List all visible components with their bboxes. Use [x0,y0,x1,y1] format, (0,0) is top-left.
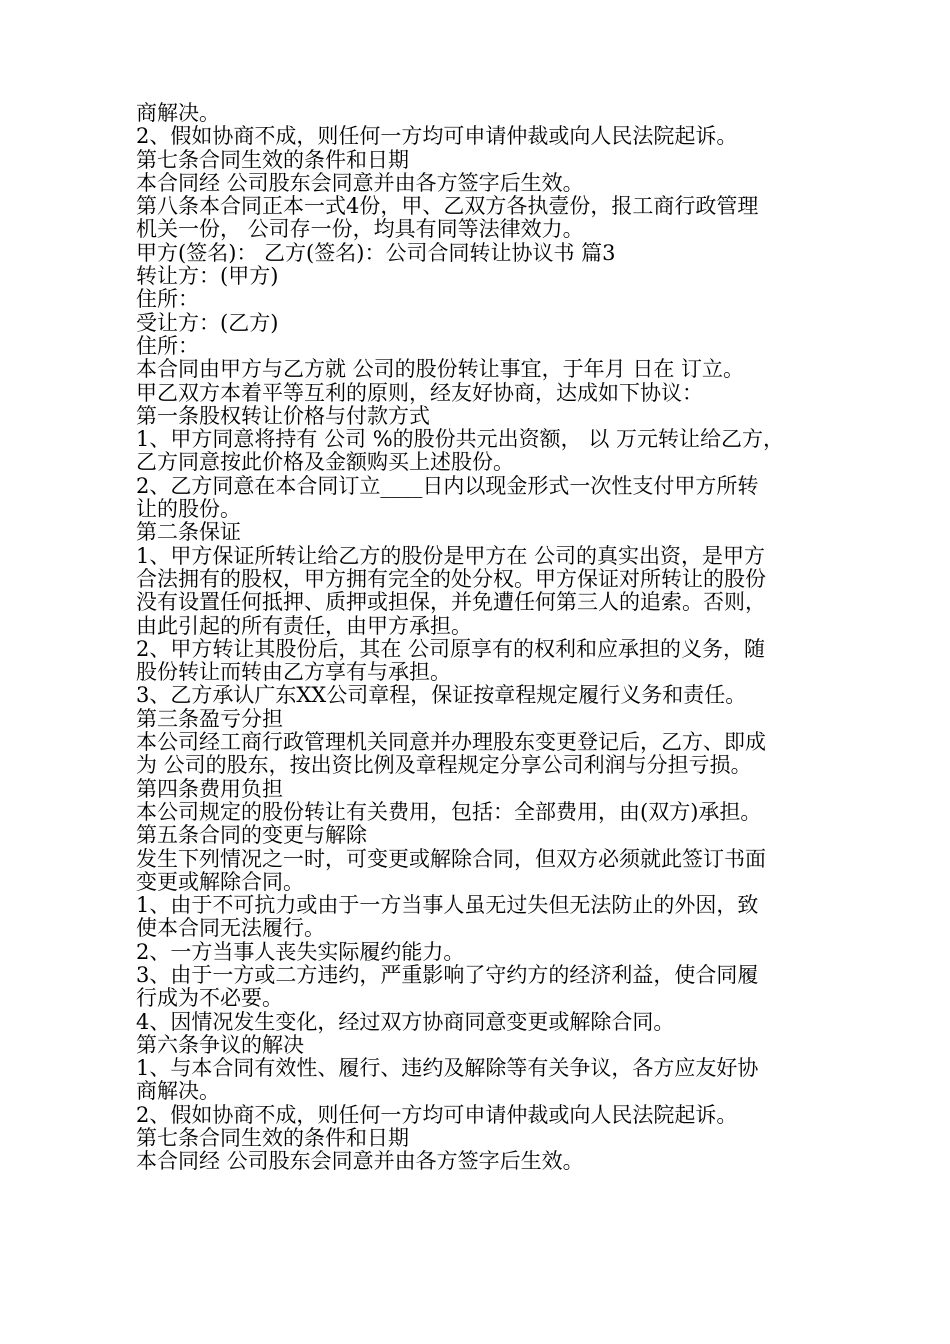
text-line: 变更或解除合同。 [136,869,304,894]
document-page [136,102,826,1174]
text-line: 受让方：(乙方) [136,310,279,335]
text-line: 第七条合同生效的条件和日期 [136,147,409,172]
text-line: 2、一方当事人丧失实际履约能力。 [136,939,465,964]
text-line: 合法拥有的股权，甲方拥有完全的处分权。甲方保证对所转让的股份 [136,566,766,591]
text-line: 3、乙方承认广东XX公司章程，保证按章程规定履行义务和责任。 [136,683,747,708]
text-line: 为 公司的股东，按出资比例及章程规定分享公司利润与分担亏损。 [136,753,752,778]
text-line: 1、甲方同意将持有 公司 %的股份共元出资额， 以 万元转让给乙方， [136,427,785,452]
text-line: 第四条费用负担 [136,776,283,801]
text-line: 第六条争议的解决 [136,1032,304,1057]
text-line: 本合同由甲方与乙方就 公司的股份转让事宜，于年月 日在 订立。 [136,357,745,382]
text-line: 使本合同无法履行。 [136,916,325,941]
text-line: 第二条保证 [136,520,241,545]
text-line: 股份转让而转由乙方享有与承担。 [136,660,451,685]
text-line: 第三条盈亏分担 [136,706,283,731]
text-line: 住所： [136,287,199,312]
text-line: 商解决。 [136,101,220,125]
text-line: 2、假如协商不成，则任何一方均可申请仲裁或向人民法院起诉。 [136,124,738,149]
text-line: 1、甲方保证所转让给乙方的股份是甲方在 公司的真实出资，是甲方 [136,543,766,568]
text-line: 转让方：(甲方) [136,264,279,289]
text-line: 本合同经 公司股东会同意并由各方签字后生效。 [136,1149,584,1174]
text-line: 甲乙双方本着平等互利的原则，经友好协商，达成如下协议： [136,380,703,405]
text-line: 本公司规定的股份转让有关费用，包括：全部费用，由(双方)承担。 [136,799,762,824]
text-line: 行成为不必要。 [136,986,283,1011]
text-line: 4、因情况发生变化，经过双方协商同意变更或解除合同。 [136,1009,675,1034]
text-line: 1、由于不可抗力或由于一方当事人虽无过失但无法防止的外因，致 [136,893,759,918]
text-line: 2、甲方转让其股份后，其在 公司原享有的权利和应承担的义务，随 [136,636,766,661]
text-line: 第五条合同的变更与解除 [136,823,367,848]
text-line: 让的股份。 [136,497,241,522]
text-line: 住所： [136,333,199,358]
text-line: 2、乙方同意在本合同订立____日内以现金形式一次性支付甲方所转 [136,473,759,498]
text-line: 3、由于一方或二方违约，严重影响了守约方的经济利益，使合同履 [136,962,759,987]
text-line: 机关一份， 公司存一份，均具有同等法律效力。 [136,217,584,242]
text-line: 第八条本合同正本一式4份，甲、乙双方各执壹份，报工商行政管理 [136,194,759,219]
text-line: 商解决。 [136,1079,220,1104]
text-line: 2、假如协商不成，则任何一方均可申请仲裁或向人民法院起诉。 [136,1102,738,1127]
text-line: 第一条股权转让价格与付款方式 [136,403,430,428]
text-line: 由此引起的所有责任，由甲方承担。 [136,613,472,638]
text-line: 1、与本合同有效性、履行、违约及解除等有关争议，各方应友好协 [136,1056,759,1081]
text-line: 本合同经 公司股东会同意并由各方签字后生效。 [136,170,584,195]
text-line: 甲方(签名)： 乙方(签名)：公司合同转让协议书 篇3 [136,240,616,265]
text-line: 本公司经工商行政管理机关同意并办理股东变更登记后，乙方、即成 [136,730,766,755]
text-line: 第七条合同生效的条件和日期 [136,1126,409,1151]
text-line: 没有设置任何抵押、质押或担保，并免遭任何第三人的追索。否则， [136,590,766,615]
text-line: 乙方同意按此价格及金额购买上述股份。 [136,450,514,475]
text-line: 发生下列情况之一时，可变更或解除合同，但双方必须就此签订书面 [136,846,766,871]
